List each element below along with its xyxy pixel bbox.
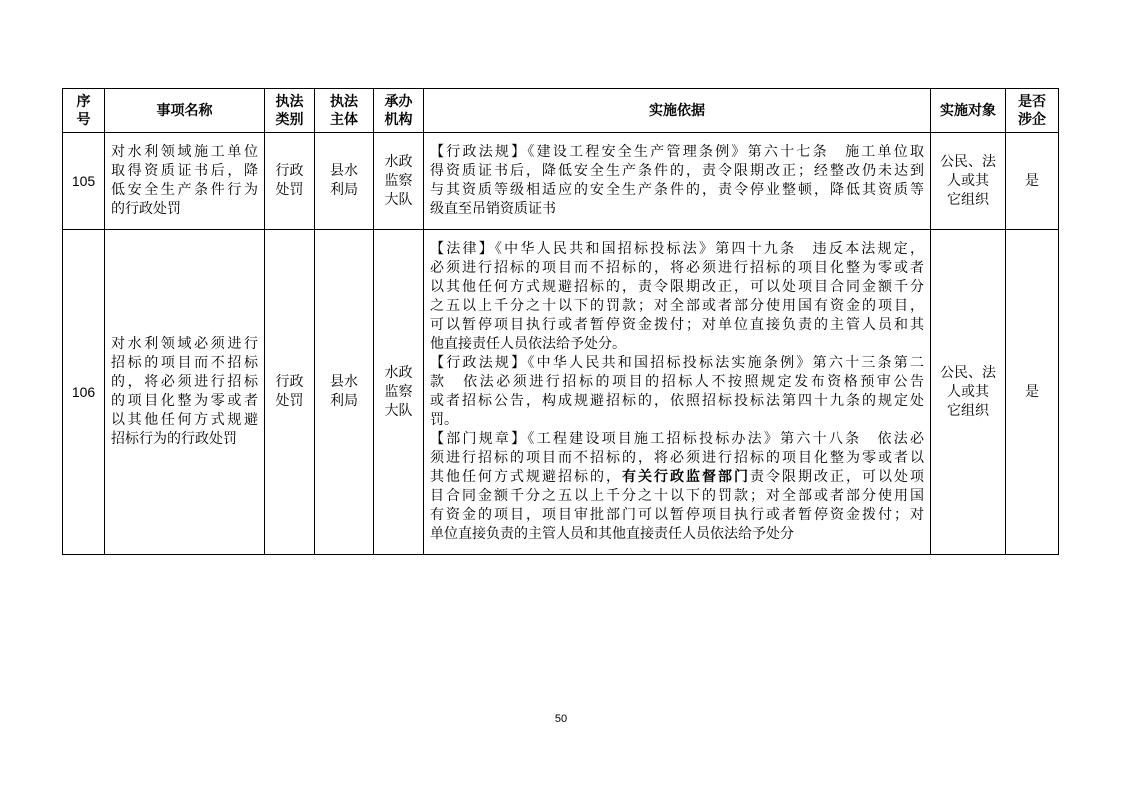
cell-line: 人或其 (947, 172, 989, 189)
header-involves-enterprise (1006, 89, 1059, 133)
serial-number-cell (63, 133, 105, 230)
cell-line: 的行政处罚 (111, 201, 181, 217)
cell-line: 得资质证书后，降低安全生产条件的，责令限期改正；经整改仍未达到 (430, 163, 924, 179)
cell-line: 涉企 (1018, 111, 1046, 128)
cell-line: 县水 (330, 374, 358, 390)
header-enforcement-subject (315, 89, 374, 133)
table-body (63, 133, 1059, 555)
cell-line: 招标的项目而不招标 (111, 355, 258, 371)
enforcement-category-cell (265, 230, 315, 555)
cell-line: 实施依据 (649, 102, 705, 119)
cell-line: 款 依法必须进行招标的项目的招标人不按照规定发布资格预审公告 (430, 374, 924, 390)
cell-line: 的，将必须进行招标 (111, 374, 258, 390)
cell-line: 执法 (275, 93, 304, 110)
cell-line: 【法律】《中华人民共和国招标投标法》第四十九条 违反本法规定， (430, 241, 924, 257)
cell-line: 执法 (330, 93, 358, 110)
enforcement-items-table (62, 88, 1059, 555)
cell-line: 他直接责任人员依法给予处分。 (430, 336, 626, 352)
enforcement-subject-cell (315, 133, 374, 230)
cell-line: 处罚 (275, 182, 304, 198)
legal-basis-cell (424, 230, 931, 555)
header-row (63, 89, 1059, 133)
cell-line: 监察 (384, 172, 413, 189)
cell-line: 序 (76, 93, 91, 110)
cell-line: 利局 (330, 182, 358, 198)
cell-line: 的项目化整为零或者 (111, 393, 258, 409)
cell-line: 有资金的项目，项目审批部门可以暂停项目执行或者暂停资金拨付；对 (430, 507, 924, 523)
cell-line (430, 468, 924, 487)
cell-line: 监察 (384, 383, 413, 400)
cell-line: 可以暂停项目执行或者暂停资金拨付；对单位直接负责的主管人员和其 (430, 317, 924, 333)
cell-line: 机构 (384, 111, 413, 128)
text-segment: 责令限期改正，可以处项 (750, 469, 924, 485)
cell-line: 号 (76, 111, 91, 128)
target-party-cell (931, 133, 1006, 230)
involves-enterprise-cell (1006, 133, 1059, 230)
cell-line: 处罚 (275, 393, 304, 409)
table-row (63, 133, 1059, 230)
text-segment: 其他任何方式规避招标的， (430, 469, 622, 485)
cell-line: 它组织 (947, 402, 989, 419)
cell-line: 它组织 (947, 191, 989, 208)
cell-line: 公民、法 (940, 153, 996, 170)
cell-line: 行政 (275, 374, 304, 390)
cell-line: 大队 (384, 402, 413, 419)
header-enforcement-category (265, 89, 315, 133)
target-party-cell (931, 230, 1006, 555)
cell-line: 必须进行招标的项目而不招标的，将必须进行招标的项目化整为零或者 (430, 260, 924, 276)
cell-line: 水政 (384, 364, 413, 381)
cell-line: 之五以上千分之十以下的罚款；对全部或者部分使用国有资金的项目， (430, 298, 924, 314)
item-name-cell (105, 230, 265, 555)
cell-line: 招标行为的行政处罚 (111, 431, 237, 447)
cell-line: 人或其 (947, 383, 989, 400)
cell-line: 是否 (1018, 93, 1046, 110)
cell-line: 单位直接负责的主管人员和其他直接责任人员依法给予处分 (430, 526, 794, 542)
serial-number-cell (63, 230, 105, 555)
basis-paragraph (430, 354, 924, 430)
cell-line: 水政 (384, 153, 413, 170)
cell-line: 105 (71, 172, 96, 189)
emphasized-text: 有关行政监督部门 (622, 469, 750, 485)
involves-enterprise-cell (1006, 230, 1059, 555)
header-item-name (105, 89, 265, 133)
cell-line: 县水 (330, 163, 358, 179)
cell-line: 大队 (384, 191, 413, 208)
cell-line: 以其他任何方式规避 (111, 412, 258, 428)
header-serial-number (63, 89, 105, 133)
cell-line: 【行政法规】《中华人民共和国招标投标法实施条例》第六十三条第二 (430, 355, 924, 371)
basis-paragraph (430, 240, 924, 354)
cell-line: 罚。 (430, 412, 458, 428)
cell-line: 须进行招标的项目而不招标的，将必须进行招标的项目化整为零或者以 (430, 450, 924, 466)
legal-basis-cell (424, 133, 931, 230)
cell-line: 是 (1025, 383, 1039, 400)
handling-agency-cell (374, 230, 424, 555)
cell-line: 实施对象 (940, 102, 996, 119)
cell-line: 利局 (330, 393, 358, 409)
cell-line: 是 (1025, 172, 1039, 189)
page-number: 50 (554, 713, 568, 725)
cell-line: 公民、法 (940, 364, 996, 381)
header-legal-basis (424, 89, 931, 133)
cell-line: 取得资质证书后，降 (111, 163, 258, 179)
header-target-party (931, 89, 1006, 133)
cell-line: 【行政法规】《建设工程安全生产管理条例》第六十七条 施工单位取 (430, 144, 924, 160)
cell-line: 106 (71, 383, 96, 400)
cell-line: 以其他任何方式规避招标的，责令限期改正，可以处项目合同金额千分 (430, 279, 924, 295)
cell-line: 低安全生产条件行为 (111, 182, 258, 198)
cell-line: 行政 (275, 163, 304, 179)
cell-line: 事项名称 (156, 102, 213, 119)
cell-line: 承办 (384, 93, 413, 110)
handling-agency-cell (374, 133, 424, 230)
cell-line: 【部门规章】《工程建设项目施工招标投标办法》第六十八条 依法必 (430, 431, 924, 447)
table-row (63, 230, 1059, 555)
cell-line: 目合同金额千分之五以上千分之十以下的罚款；对全部或者部分使用国 (430, 488, 924, 504)
basis-paragraph (430, 430, 924, 544)
header-handling-agency (374, 89, 424, 133)
basis-paragraph (430, 143, 924, 219)
cell-line: 级直至吊销资质证书 (430, 201, 556, 217)
cell-line: 主体 (330, 111, 358, 128)
cell-line: 类别 (275, 111, 304, 128)
cell-line: 对水利领域施工单位 (111, 144, 258, 160)
cell-line: 对水利领域必须进行 (111, 336, 258, 352)
cell-line: 与其资质等级相适应的安全生产条件的，责令停业整顿，降低其资质等 (430, 182, 924, 198)
enforcement-subject-cell (315, 230, 374, 555)
enforcement-category-cell (265, 133, 315, 230)
item-name-cell (105, 133, 265, 230)
table-header (63, 89, 1059, 133)
cell-line: 或者招标公告，构成规避招标的，依照招标投标法第四十九条的规定处 (430, 393, 924, 409)
